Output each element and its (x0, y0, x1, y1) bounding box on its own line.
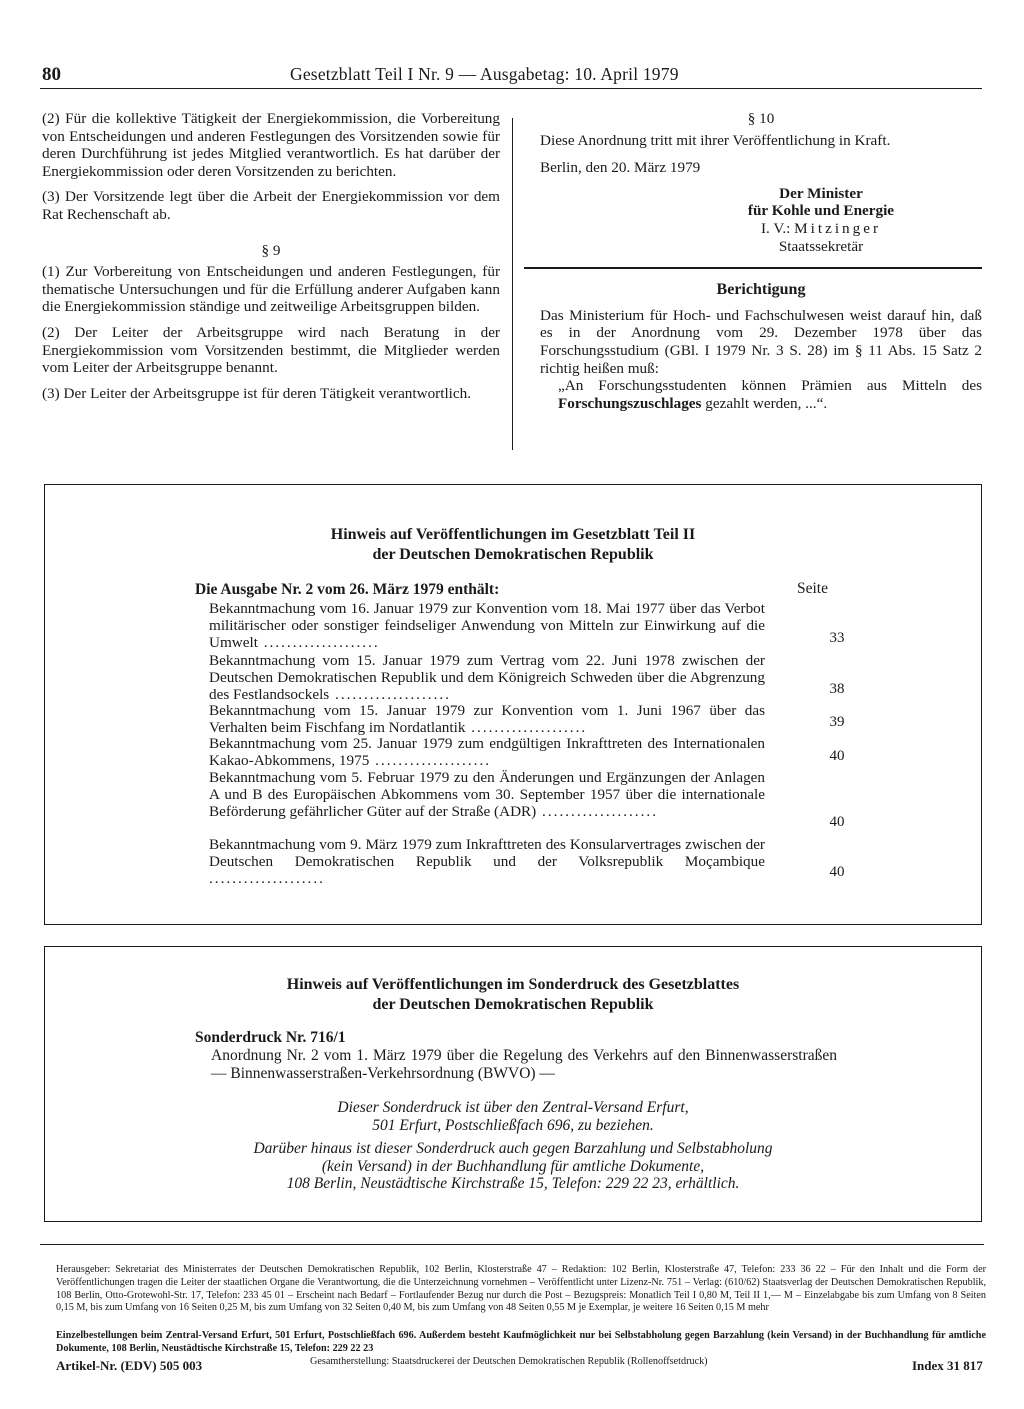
signatory-ministry: für Kohle und Energie (747, 202, 895, 220)
sonderdruck-number: Sonderdruck Nr. 716/1 (195, 1029, 346, 1046)
signatory-title: Der Minister (779, 184, 863, 202)
entry-4 (209, 736, 765, 770)
cash-notice (45, 1140, 981, 1193)
box-sonderdruck-title-line-1: Hinweis auf Veröffentlichungen im Sonderdruck des Gesetzblattes (286, 976, 740, 993)
signatory-name: Mitzinger (794, 219, 882, 237)
correction-title: Berichtigung (716, 281, 806, 299)
cash-notice-line-2: (kein Versand) in der Buchhandlung für amtliche Dokumente, (321, 1157, 705, 1175)
right-column (540, 110, 982, 412)
entry-page: 40 (829, 864, 845, 880)
column-divider (512, 118, 513, 450)
dot-leader: .................... (369, 751, 492, 769)
notice-box-teil-2 (44, 484, 982, 925)
paragraph-9-3: (3) Der Leiter der Arbeitsgruppe ist für deren Tätigkeit verantwortlich. (42, 384, 472, 402)
box-teil-2-issue-heading: Die Ausgabe Nr. 2 vom 26. März 1979 enthält: (195, 581, 500, 598)
box-teil-2-title (45, 525, 981, 565)
page-column-label: Seite (797, 580, 828, 597)
signatory-role: Staatssekretär (778, 237, 864, 255)
entry-5 (209, 770, 765, 820)
imprint: Herausgeber: Sekretariat des Ministerrates der Deutschen Demokratischen Republik, 102 Berlin, Klosterstraße 47 – Redaktion: 102 Berlin, Klosterstraße 47, Telefon: 233 36 22 – Für den Inhalt und die Form der Veröffentlichungen tragen die Leiter der staatlichen Organe die Verantwortung, die die Unterzeichnung vornehmen – Veröffentlicht unter Lizenz-Nr. 751 – Verlag: (610/62) Staatsverlag der Deutschen Demokratischen Republik, 108 Berlin, Otto-Grotewohl-Str. 17, Telefon: 233 45 01 – Erscheint nach Bedarf – Fortlaufender Bezug nur durch die Post – Bezugspreis: Monatlich Teil I 0,80 M, Teil II 1,— M – Einzelabgabe bis zum Umfang von 8 Seiten 0,15 M, bis zum Umfang von 16 Seiten 0,25 M, bis zum Umfang von 32 Seiten 0,40 M, bis zum Umfang von 48 Seiten 0,55 M je Exemplar, je weitere 16 Seiten 0,15 M mehr (56, 1264, 986, 1314)
running-head: Gesetzblatt Teil I Nr. 9 — Ausgabetag: 10. April 1979 (290, 64, 679, 84)
order-note: Einzelbestellungen beim Zentral-Versand Erfurt, 501 Erfurt, Postschließfach 696. Außerdem besteht Kaufmöglichkeit nur bei Selbstabholung gegen Barzahlung (kein Versand) in der Buchhandlung für amtliche Dokumente, 108 Berlin, Neustädtische Kirchstraße 15, Telefon: 229 22 23 (56, 1330, 986, 1354)
dot-leader: .................... (257, 633, 380, 651)
entry-6 (209, 837, 765, 887)
entry-text: Bekanntmachung vom 16. Januar 1979 zur Konvention vom 18. Mai 1977 über das Verbot militärischer oder sonstiger feindseliger Anwendung von Mitteln zur Einwirkung auf die Umwelt .................... (209, 600, 765, 651)
dot-leader: .................... (536, 802, 658, 820)
cash-notice-line-1: Darüber hinaus ist dieser Sonderdruck auch gegen Barzahlung und Selbstabholung (253, 1140, 773, 1157)
print-shop: Gesamtherstellung: Staatsdruckerei der Deutschen Demokratischen Republik (Rollenoffsetdruck) (310, 1356, 708, 1367)
signatory-iv: I. V.: (760, 219, 791, 237)
entry-2 (209, 653, 765, 703)
signatory-line (660, 220, 982, 238)
entry-text: Bekanntmachung vom 9. März 1979 zum Inkrafttreten des Konsularvertrages zwischen der Deutschen Demokratischen Republik und der Volksrepublik Moçambique .................... (209, 836, 765, 887)
signature-block (660, 185, 982, 255)
entry-page: 33 (829, 630, 845, 646)
order-notice (45, 1099, 981, 1134)
section-10-heading: § 10 (747, 110, 775, 127)
quote-end: gezahlt werden, ...“. (705, 394, 828, 412)
paragraph-9-2: (2) Der Leiter der Arbeitsgruppe wird nach Beratung in der Energiekommission vom Vorsitzenden bestimmt, die Mitglieder werden vom Leiter der Arbeitsgruppe benannt. (42, 323, 500, 377)
header-rule (40, 88, 982, 89)
index-number: Index 31 817 (912, 1358, 983, 1373)
correction-rule (524, 267, 982, 269)
order-notice-line-2: 501 Erfurt, Postschließfach 696, zu beziehen. (372, 1116, 654, 1134)
notice-box-sonderdruck (44, 946, 982, 1222)
cash-notice-line-3: 108 Berlin, Neustädtische Kirchstraße 15, Telefon: 229 22 23, erhältlich. (286, 1175, 740, 1192)
footer-rule (40, 1244, 984, 1245)
quote-start: „An Forschungsstudenten können Prämien aus Mitteln des (558, 377, 982, 395)
box-sonderdruck-title (45, 975, 981, 1015)
order-notice-line-1: Dieser Sonderdruck ist über den Zentral-Versand Erfurt, (337, 1099, 689, 1116)
entry-3 (209, 703, 765, 737)
correction-quote (558, 377, 982, 412)
place-date: Berlin, den 20. März 1979 (540, 159, 701, 177)
entry-1 (209, 601, 765, 651)
dot-leader: .................... (329, 685, 451, 703)
entry-text: Bekanntmachung vom 15. Januar 1979 zum Vertrag vom 22. Juni 1978 zwischen der Deutschen Demokratischen Republik und dem Königreich Schweden über die Abgrenzung des Festlandsockels .................... (209, 652, 765, 703)
paragraph-8-2: (2) Für die kollektive Tätigkeit der Energiekommission, die Vorbereitung von Entscheidungen und anderen Festlegungen des Vorsitzenden sowie für deren Durchführung ist jedes Mitglied verantwortlich. Es hat darüber der Energiekommission oder deren Vorsitzenden zu berichten. (42, 110, 500, 180)
dot-leader: .................... (465, 718, 588, 736)
paragraph-10: Diese Anordnung tritt mit ihrer Veröffentlichung in Kraft. (540, 131, 891, 149)
correction-text: Das Ministerium für Hoch- und Fachschulwesen weist darauf hin, daß es in der Anordnung vom 29. Dezember 1978 über das Forschungsstudium (GBl. I 1979 Nr. 3 S. 28) im § 11 Abs. 15 Satz 2 richtig heißen muß: (540, 306, 982, 377)
entry-page: 39 (829, 714, 845, 730)
entry-page: 40 (829, 814, 845, 830)
dot-leader: .................... (209, 869, 325, 887)
paragraph-8-3: (3) Der Vorsitzende legt über die Arbeit der Energiekommission vor dem Rat Rechenschaft ab. (42, 188, 500, 223)
box-teil-2-title-line-1: Hinweis auf Veröffentlichungen im Gesetzblatt Teil II (330, 526, 696, 543)
entry-page: 40 (829, 748, 845, 764)
left-column (42, 110, 500, 410)
paragraph-9-1: (1) Zur Vorbereitung von Entscheidungen und anderen Festlegungen, für thematische Untersuchungen und für die Erfüllung anderer Aufgaben kann die Energiekommission ständige und zeitweilige Arbeitsgruppen bilden. (42, 263, 500, 316)
sonderdruck-content: Anordnung Nr. 2 vom 1. März 1979 über die Regelung des Verkehrs auf den Binnenwasserstraßen — Binnenwasserstraßen-Verkehrsordnung (BWVO) — (211, 1047, 837, 1082)
box-sonderdruck-title-line-2: der Deutschen Demokratischen Republik (372, 996, 654, 1013)
entry-page: 38 (829, 681, 845, 697)
section-9-heading: § 9 (261, 241, 281, 259)
page-number: 80 (42, 64, 61, 85)
quote-bold: Forschungszuschlages (558, 394, 702, 412)
entry-text: Bekanntmachung vom 25. Januar 1979 zum endgültigen Inkrafttreten des Internationalen Kakao-Abkommens, 1975 .................... (209, 735, 765, 769)
entry-text: Bekanntmachung vom 5. Februar 1979 zu den Änderungen und Ergänzungen der Anlagen A und B des Europäischen Abkommens vom 30. September 1957 über die internationale Beförderung gefährlicher Güter auf der Straße (ADR) .................... (209, 769, 765, 820)
article-number: Artikel-Nr. (EDV) 505 003 (56, 1358, 203, 1373)
entry-text: Bekanntmachung vom 15. Januar 1979 zur Konvention vom 1. Juni 1967 über das Verhalten beim Fischfang im Nordatlantik .................... (209, 702, 765, 736)
box-teil-2-title-line-2: der Deutschen Demokratischen Republik (372, 546, 654, 563)
